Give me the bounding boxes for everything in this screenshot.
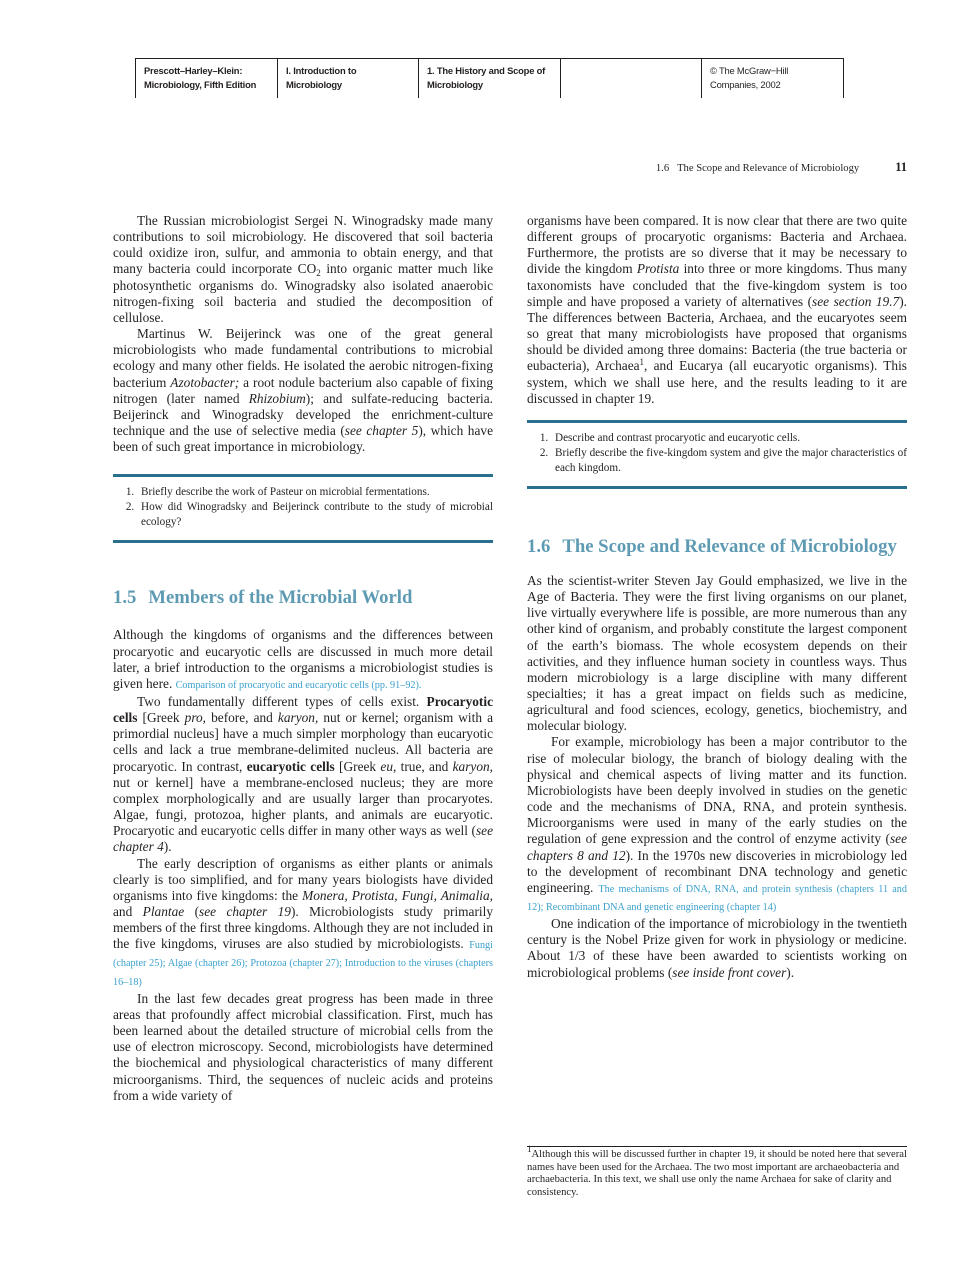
section-heading-1-5: 1.5 Members of the Microbial World	[113, 587, 413, 609]
paragraph-nobel-prize: One indication of the importance of microbiology in the twentieth century is the Nobel Prize given for work in physiology or medicine. About 1/3 of these have been awarded to scientists working on microbiological problems (see inside front cover).	[527, 916, 907, 980]
review-box-1-4	[113, 474, 493, 543]
paragraph-cell-types: Two fundamentally different types of cells exist. Procaryotic cells [Greek pro, before, and karyon, nut or kernel; organism with a primordial nucleus] have a much simpler morphology than eucaryotic cells and lack a true membrane-delimited nucleus. All bacteria are procaryotic. In contrast, eucaryotic cells [Greek eu, true, and karyon, nut or kernel] have a membrane-enclosed nucleus; they are more complex morphologically and are usually larger than procaryotes. Algae, fungi, protozoa, higher plants, and animals are eucaryotic. Procaryotic and eucaryotic cells differ in many other ways as well (see chapter 4).	[113, 693, 494, 855]
review-question: 2. Briefly describe the five-kingdom system and give the major characteristics of each kingdom.	[551, 446, 907, 476]
paragraph-age-of-bacteria: As the scientist-writer Steven Jay Gould emphasized, we live in the Age of Bacteria. They were the first living organisms on our planet, live virtually everywhere life is possible, are more numerous than any other kind of organism, and probably constitute the largest component of the earth’s biomass. The whole ecosystem depends on their activities, and they influence human society in countless ways. Thus modern microbiology is a large discipline with many different specialties; it has a great impact on fields such as medicine, agricultural and food sciences, ecology, genetics, biochemistry, and molecular biology.	[527, 572, 907, 734]
header-cell-blank	[560, 58, 701, 98]
paragraph-beijerinck: Martinus W. Beijerinck was one of the great general microbiologists who made fundamental contributions to microbial ecology and many other fields. He isolated the aerobic nitrogen-fixing bacterium Azotobacter; a root nodule bacterium also capable of fixing nitrogen (later named Rhizobium); and sulfate-reducing bacteria. Beijerinck and Winogradsky developed the enrichment-culture technique and the use of selective media (see chapter 5), which have been of such great importance in microbiology.	[113, 326, 494, 455]
paragraph-kingdoms-intro: Although the kingdoms of organisms and the differences between procaryotic and eucaryotic cells are discussed in much more detail later, a brief introduction to the organisms a microbiologist studies is given here. Comparison of procaryotic and eucaryotic cells (pp. 91–92).	[113, 627, 493, 691]
footnote-marker: 1	[639, 357, 645, 368]
review-question: 2. How did Winogradsky and Beijerinck contribute to the study of microbial ecology?	[137, 500, 493, 530]
review-question: 1. Describe and contrast procaryotic and eucaryotic cells.	[551, 431, 907, 446]
review-box-1-5	[527, 420, 907, 489]
review-question: 1. Briefly describe the work of Pasteur on microbial fermentations.	[137, 485, 493, 500]
right-column	[527, 213, 907, 981]
running-head-title: The Scope and Relevance of Microbiology	[677, 163, 860, 174]
paragraph-molecular-biology: For example, microbiology has been a major contributor to the rise of molecular biology, the branch of biology dealing with the physical and chemical aspects of living matter and its function. Microbiologists have been deeply involved in studies on the genetic code and the mechanisms of DNA, RNA, and protein synthesis. Microorganisms were used in many of the early studies on the regulation of gene expression and the control of enzyme activity (see chapters 8 and 12). In the 1970s new discoveries in microbiology led to the development of recombinant DNA technology and genetic engineering. The mechanisms of DNA, RNA, and protein synthesis (chapters 11 and 12); Recombinant DNA and genetic engineering (chapter 14)	[527, 734, 907, 913]
cross-reference-link[interactable]: Fungi (chapter 25); Algae (chapter 26); Protozoa (chapter 27); Introduction to the viruses (chapters 16–18)	[113, 940, 493, 988]
left-column	[113, 213, 493, 1104]
paragraph-classification-progress: In the last few decades great progress has been made in three areas that profoundly affect microbial classification. First, much has been learned about the detailed structure of microbial cells from the use of electron microscopy. Second, microbiologists have determined the biochemical and physiological characteristics of many different microorganisms. Third, the sequences of nucleic acids and proteins from a wide variety of	[113, 990, 493, 1103]
cross-reference-link[interactable]: Comparison of procaryotic and eucaryotic cells (pp. 91–92).	[175, 679, 422, 691]
paragraph-domains: organisms have been compared. It is now clear that there are two quite different groups of procaryotic organisms: Bacteria and Archaea. Furthermore, the protists are so diverse that it may be necessary to divide the kingdom Protista into three or more kingdoms. Thus many taxonomists have concluded that the five-kingdom system is too simple and have proposed a variety of alternatives (see section 19.7). The differences between Bacteria, Archaea, and the eucaryotes seem so great that many microbiologists have proposed that organisms should be divided among three domains: Bacteria (the true bacteria or eubacteria), Archaea$^1$, and Eucarya (all eucaryotic organisms). This system, which we shall use here, and the results leading to it are discussed in chapter 19.	[527, 213, 908, 406]
paragraph-winogradsky: The Russian microbiologist Sergei N. Winogradsky made many contributions to soil microbiology. He discovered that soil bacteria could oxidize iron, sulfur, and ammonia to obtain energy, and that many bacteria could incorporate $CO_2$ into organic matter much like photosynthetic organisms do. Winogradsky also isolated anaerobic nitrogen-fixing soil bacteria and studied the decomposition of cellulose.	[113, 213, 493, 325]
header-bar	[135, 58, 844, 98]
header-cell-chapter: 1. The History and Scope of Microbiology	[418, 58, 560, 98]
page-number: 11	[895, 160, 907, 174]
paragraph-five-kingdoms: The early description of organisms as either plants or animals clearly is too simplified, and for many years biologists have divided organisms into five kingdoms: the Monera, Protista, Fungi, Animalia, and Plantae (see chapter 19). Microbiologists study primarily members of the first three kingdoms. Although they are not included in the five kingdoms, viruses are also studied by microbiologists. Fungi (chapter 25); Algae (chapter 26); Protozoa (chapter 27); Introduction to the viruses (chapters 16–18)	[113, 855, 494, 988]
footnote	[527, 1146, 907, 1200]
cross-reference-link[interactable]: The mechanisms of DNA, RNA, and protein synthesis (chapters 11 and 12); Recombinant DNA and genetic engineering (chapter 14)	[527, 883, 907, 913]
running-head	[620, 160, 907, 176]
footnote-number: 1	[527, 1144, 532, 1154]
running-head-section: 1.6	[655, 163, 670, 174]
header-cell-part: I. Introduction to Microbiology	[277, 58, 418, 98]
header-cell-authors: Prescott–Harley–Klein: Microbiology, Fifth Edition	[135, 58, 277, 98]
header-cell-copyright: © The McGraw−Hill Companies, 2002	[701, 58, 844, 98]
footnote-text: Although this will be discussed further in chapter 19, it should be noted here that several names have been used for the Archaea. The two most important are archaeobacteria and archaebacteria. In this text, we shall use only the name Archaea for sake of clarity and consistency.	[527, 1149, 907, 1199]
section-heading-1-6: 1.6 The Scope and Relevance of Microbiology	[527, 535, 897, 557]
